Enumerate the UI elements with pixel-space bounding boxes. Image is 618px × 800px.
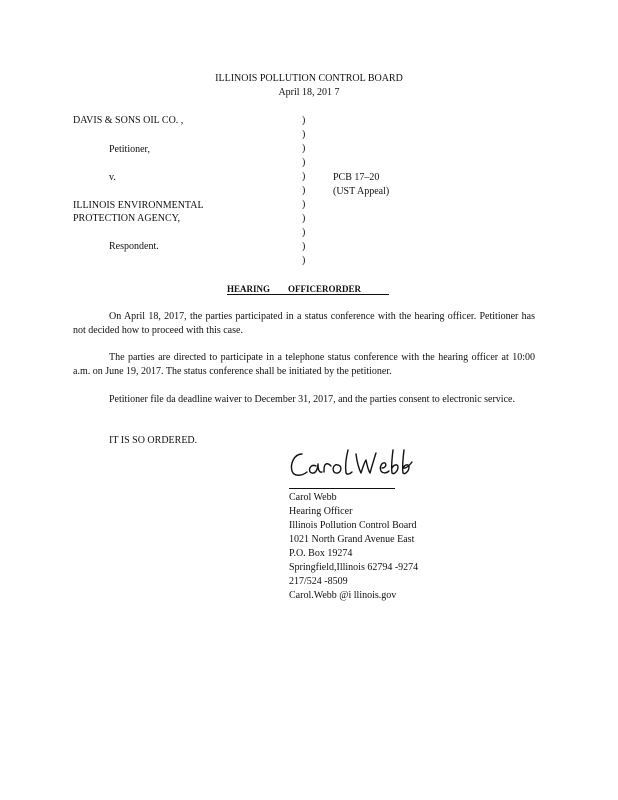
paren: ) [302,143,306,154]
paren: ) [302,227,306,238]
signature-block [289,491,418,603]
caption-divider [302,114,305,268]
so-ordered: IT IS SO ORDERED. [109,435,198,446]
agency-heading: ILLINOIS POLLUTION CONTROL BOARD [215,73,403,84]
order-title-underline [227,294,389,295]
signer-po-box: P.O. Box 19274 [289,548,353,559]
paragraph-text: The parties are directed to participate in a telephone status conference with the hearing officer at 10:00 a.m. on June 19, 2017. The status conference shall be initiated by the petitioner. [73,352,535,377]
paren: ) [302,157,306,168]
signer-title: Hearing Officer [289,506,353,517]
versus-label: v. [109,172,116,183]
paren: ) [302,115,306,126]
signature-line [289,488,395,489]
case-number: PCB 17–20 [333,172,380,183]
paragraph-status-conference [73,310,535,338]
handwritten-signature [288,444,418,484]
respondent-name-line1: ILLINOIS ENVIRONMENTAL [73,200,204,211]
signer-phone: 217/524 -8509 [289,576,348,587]
case-type: (UST Appeal) [333,186,390,197]
petitioner-name: DAVIS & SONS OIL CO. , [73,115,184,126]
signer-email: Carol.Webb @i llinois.gov [289,590,397,601]
paren: ) [302,255,306,266]
signer-city: Springfield,Illinois 62794 -9274 [289,562,419,573]
order-title-right: OFFICERORDER [288,284,362,294]
paren: ) [302,213,306,224]
paragraph-text: Petitioner file da deadline waiver to December 31, 2017, and the parties consent to electronic service. [109,394,515,405]
signer-organization: Illinois Pollution Control Board [289,520,417,531]
respondent-name-line2: PROTECTION AGENCY, [73,213,181,224]
paren: ) [302,129,306,140]
order-date: April 18, 201 7 [278,87,340,98]
paren: ) [302,185,306,196]
paragraph-deadline-waiver [73,393,535,407]
respondent-role: Respondent. [109,241,159,252]
signer-street: 1021 North Grand Avenue East [289,534,415,545]
paren: ) [302,171,306,182]
paragraph-text: On April 18, 2017, the parties participated in a status conference with the hearing officer. Petitioner has not decided how to proceed with this case. [73,311,535,336]
petitioner-role: Petitioner, [109,144,150,155]
paragraph-telephone-conference [73,351,535,379]
signer-name: Carol Webb [289,492,337,503]
paren: ) [302,199,306,210]
order-title-left: HEARING [227,284,271,294]
paren: ) [302,241,306,252]
